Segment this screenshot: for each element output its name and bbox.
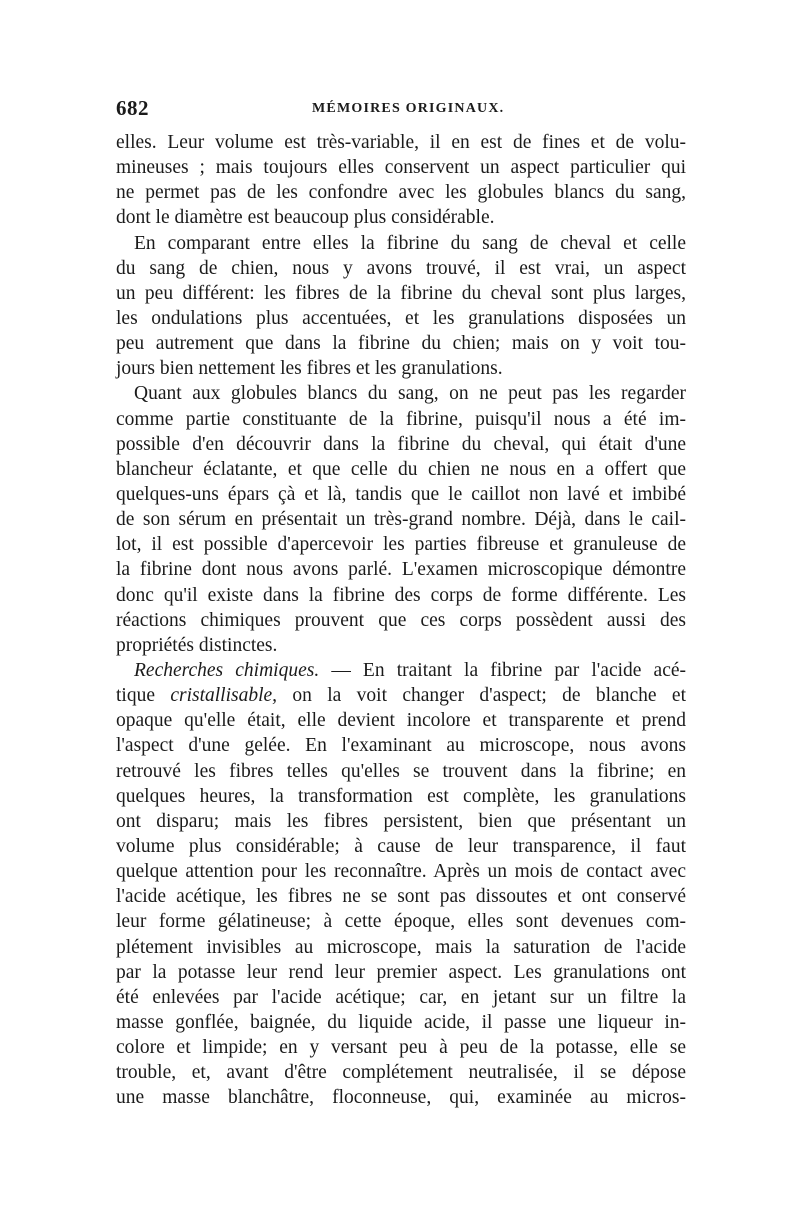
text-line xyxy=(116,658,686,683)
text-line xyxy=(116,356,686,381)
line-text: colore et limpide; en y versant peu à peu de la potasse, elle se xyxy=(116,1037,686,1059)
text-line xyxy=(116,306,686,331)
text-line xyxy=(116,759,686,784)
line-text: réactions chimiques prouvent que ces corps possèdent aussi des xyxy=(116,609,686,631)
text-line xyxy=(116,281,686,306)
text-line xyxy=(116,583,686,608)
text-line xyxy=(116,733,686,758)
line-text: mineuses ; mais toujours elles conservent un aspect particulier qui xyxy=(116,157,686,179)
text-line xyxy=(116,809,686,834)
line-text: En comparant entre elles la fibrine du sang de cheval et celle xyxy=(134,232,686,254)
text-line xyxy=(116,256,686,281)
page-header xyxy=(116,96,686,126)
line-text: dont le diamètre est beaucoup plus considérable. xyxy=(116,207,495,229)
line-text: — En traitant la fibrine par l'acide acé- xyxy=(319,659,686,681)
text-line xyxy=(116,432,686,457)
text-line xyxy=(116,708,686,733)
text-line xyxy=(116,834,686,859)
line-text: jours bien nettement les fibres et les granulations. xyxy=(116,358,503,380)
text-line xyxy=(116,1010,686,1035)
line-text: l'aspect d'une gelée. En l'examinant au microscope, nous avons xyxy=(116,735,686,757)
text-line xyxy=(116,985,686,1010)
text-line xyxy=(116,407,686,432)
text-line xyxy=(116,557,686,582)
line-text: elles. Leur volume est très-variable, il en est de fines et de volu- xyxy=(116,132,686,153)
line-text: trouble, et, avant d'être complétement neutralisée, il se dépose xyxy=(116,1062,686,1084)
text-line xyxy=(116,935,686,960)
text-line xyxy=(116,532,686,557)
line-text: donc qu'il existe dans la fibrine des corps de forme différente. Les xyxy=(116,584,686,606)
running-title: MÉMOIRES ORIGINAUX. xyxy=(312,101,505,116)
line-text: de son sérum en présentait un très-grand nombre. Déjà, dans le cail- xyxy=(116,509,686,531)
text-line xyxy=(116,130,686,155)
text-line xyxy=(116,482,686,507)
line-text: ne permet pas de les confondre avec les globules blancs du sang, xyxy=(116,182,686,204)
line-text: leur forme gélatineuse; à cette époque, elles sont devenues com- xyxy=(116,911,686,933)
line-text: peu autrement que dans la fibrine du chien; mais on y voit tou- xyxy=(116,333,686,355)
line-text: ont disparu; mais les fibres persistent, bien que présentant un xyxy=(116,810,686,832)
line-text: Quant aux globules blancs du sang, on ne peut pas les regarder xyxy=(134,383,686,405)
line-text: l'acide acétique, les fibres ne se sont pas dissoutes et ont conservé xyxy=(116,886,686,908)
line-text: opaque qu'elle était, elle devient incolore et transparente et prend xyxy=(116,710,686,732)
line-text: la fibrine dont nous avons parlé. L'examen microscopique démontre xyxy=(116,559,686,581)
line-text: blancheur éclatante, et que celle du chien ne nous en a offert que xyxy=(116,458,686,480)
text-line xyxy=(116,784,686,809)
text-line xyxy=(116,1060,686,1085)
line-text: comme partie constituante de la fibrine, puisqu'il nous a été im- xyxy=(116,408,686,430)
text-line xyxy=(116,683,686,708)
line-text: une masse blanchâtre, floconneuse, qui, examinée au micros- xyxy=(116,1087,686,1109)
text-line xyxy=(116,633,686,658)
line-text: possible d'en découvrir dans la fibrine du cheval, qui était d'une xyxy=(116,433,686,455)
line-text: un peu différent: les fibres de la fibrine du cheval sont plus larges, xyxy=(116,282,686,304)
line-text: masse gonflée, baignée, du liquide acide, il passe une liqueur in- xyxy=(116,1011,686,1033)
line-text: propriétés distinctes. xyxy=(116,634,278,656)
page-number: 682 xyxy=(116,96,149,120)
text-line xyxy=(116,180,686,205)
line-text: quelque attention pour les reconnaître. Après un mois de contact avec xyxy=(116,861,686,883)
text-line xyxy=(116,884,686,909)
text-line xyxy=(116,1085,686,1110)
text-line xyxy=(116,909,686,934)
text-line xyxy=(116,457,686,482)
line-text: quelques heures, la transformation est complète, les granulations xyxy=(116,785,686,807)
text-line xyxy=(116,205,686,230)
line-text: tique xyxy=(116,685,171,707)
text-line xyxy=(116,960,686,985)
italic-text: cristallisable, xyxy=(170,685,278,707)
text-line xyxy=(116,1035,686,1060)
line-text: volume plus considérable; à cause de leur transparence, il faut xyxy=(116,835,686,857)
line-text: quelques-uns épars çà et là, tandis que le caillot non lavé et imbibé xyxy=(116,483,686,505)
line-text: retrouvé les fibres telles qu'elles se trouvent dans la fibrine; en xyxy=(116,760,686,782)
text-line xyxy=(116,608,686,633)
line-text: du sang de chien, nous y avons trouvé, il est vrai, un aspect xyxy=(116,257,686,279)
line-text: été enlevées par l'acide acétique; car, en jetant sur un filtre la xyxy=(116,986,686,1008)
line-text: on la voit changer d'aspect; de blanche et xyxy=(277,685,686,707)
text-line xyxy=(116,155,686,180)
italic-text: Recherches chimiques. xyxy=(134,659,320,681)
line-text: lot, il est possible d'apercevoir les parties fibreuse et granuleuse de xyxy=(116,534,686,556)
text-line xyxy=(116,331,686,356)
text-line xyxy=(116,231,686,256)
body-text xyxy=(116,130,686,1110)
text-line xyxy=(116,507,686,532)
text-line xyxy=(116,381,686,406)
line-text: les ondulations plus accentuées, et les granulations disposées un xyxy=(116,307,686,329)
line-text: plétement invisibles au microscope, mais la saturation de l'acide xyxy=(116,936,686,958)
text-line xyxy=(116,859,686,884)
line-text: par la potasse leur rend leur premier aspect. Les granulations ont xyxy=(116,961,686,983)
